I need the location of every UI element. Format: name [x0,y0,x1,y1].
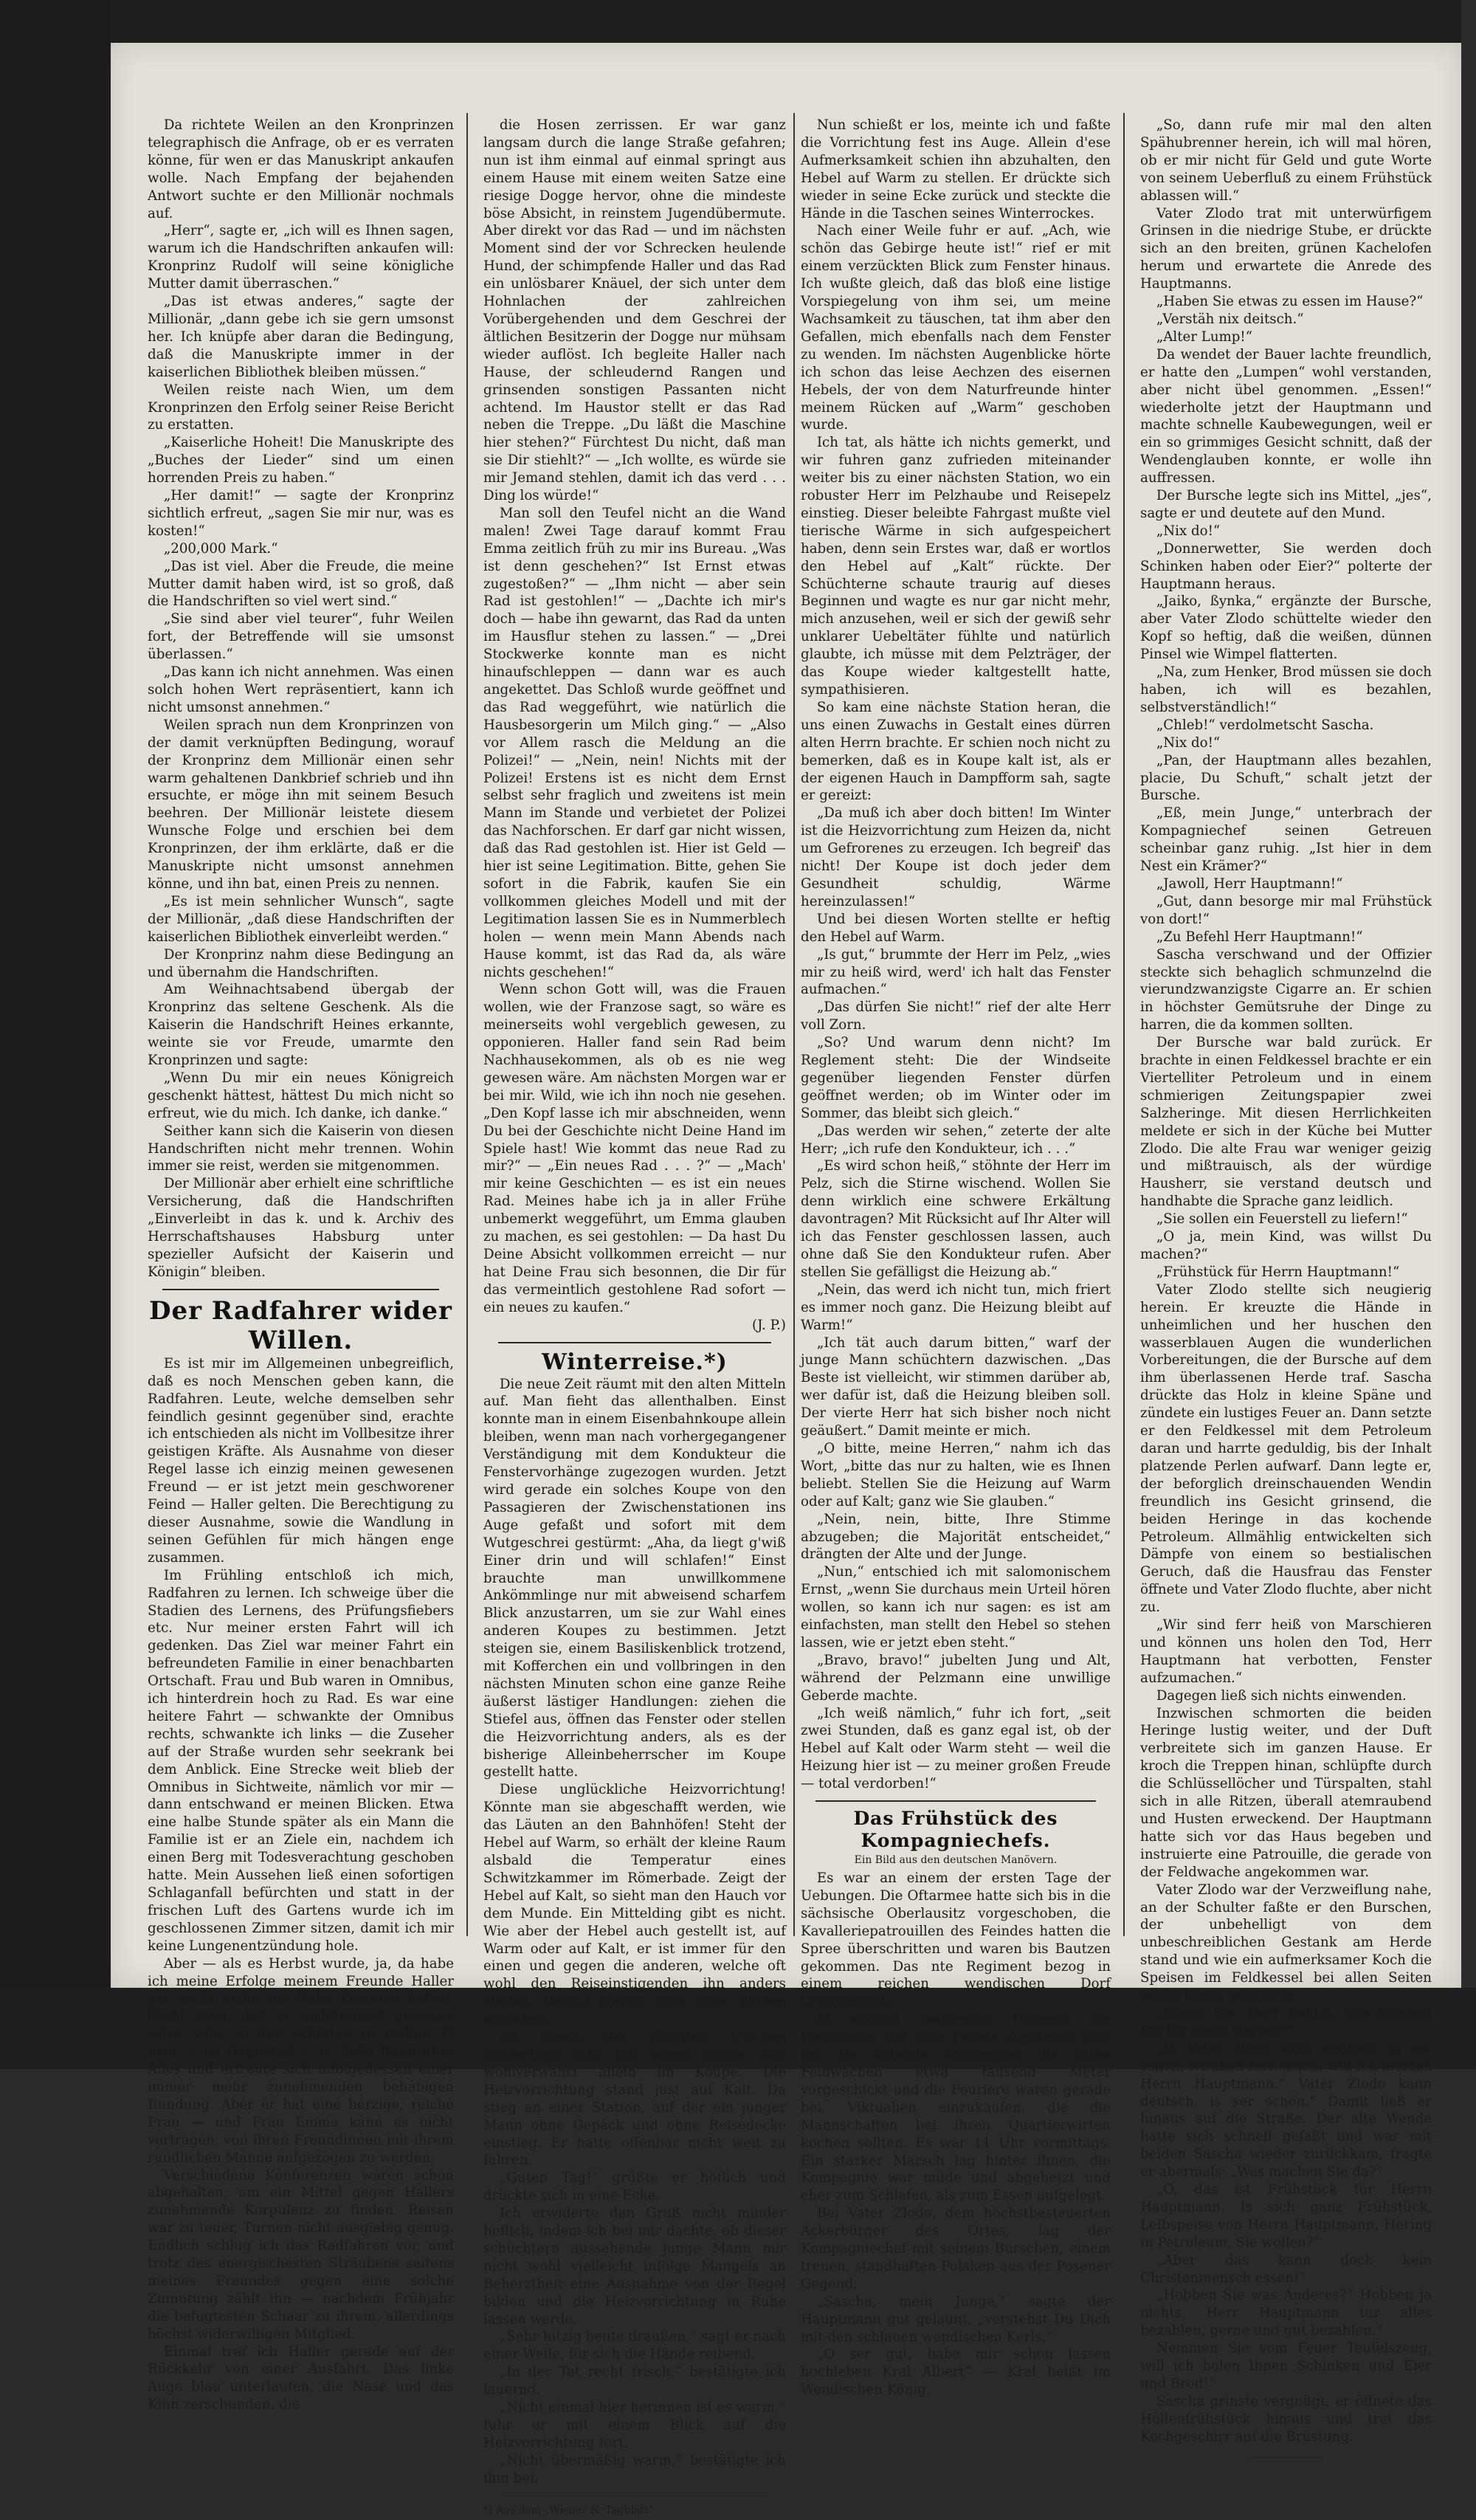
paragraph: „O, das ist Frühstück für Herrn Hauptmann. Is sich ganz Frühstück, Leibspeise von Herrn Hauptmann, Hering in Petroleum. Sie wollen?“ [1140,2182,1432,2251]
paragraph: „Wenn Du mir ein neues Königreich geschenkt hättest, hättest Du mich nicht so erfreut, wie du mich. Ich danke, ich danke.“ [148,1070,454,1121]
paragraph: „Nicht einmal hier herinnen ist es warm,“ fuhr er mit einem Blick auf die Heizvorrichtung fort. [483,2400,786,2451]
article-headline: Winterreise.*) [542,1349,728,1375]
paragraph: „200,000 Mark.“ [163,540,278,557]
paragraph: So kam eine nächste Station heran, die uns einen Zuwachs in Gestalt eines dürren alten Herrn brachte. Er schien noch nicht zu bemerken, daß es in Koupe kalt ist, als er der eigenen Hauch in Dampfform sah, sagte er gereizt: [801,699,1111,804]
paragraph: Der Millionär aber erhielt eine schriftliche Versicherung, daß die Handschriften „Einverleibt in das k. und k. Archiv des Herrschaftshauses Habsburg unter spezieller Aufsicht der Kaiserin und Königin“ bleiben. [148,1176,454,1280]
paragraph: „Bravo, bravo!“ jubelten Jung und Alt, während der Pelzmann eine unwillige Geberde machte. [801,1652,1111,1704]
scan-border-left [0,0,111,2069]
paragraph: Am Weihnachtsabend übergab der Kronprinz das seltene Geschenk. Als die Kaiserin die Handschrift Heines erkannte, weinte sie vor Freude, umarmte den Kronprinzen und sagte: [148,982,454,1069]
paragraph: „Eß, mein Junge,“ unterbrach der Kompagniechef seinen Getreuen scheinbar ganz ruhig. „Ist hier in dem Nest ein Krämer?“ [1140,805,1432,875]
paragraph: Verschiedene Konferenzen waren schon abgehalten, um ein Mittel gegen Hallers zunehmende Korpulenz zu finden. Reisen war zu teuer, Turnen nicht ausgiebig genug. Endlich schlug ich das Radfahren vor, und trotz des energischesten Sträubens seitens meines Freundes gegen eine solche Zumutung zählt ihn — nachdem Frühjahr die befugtesten Schaar zu ihrem, allerdings höchst widerwilligen Mitglied. [148,2167,454,2342]
column-rule [1123,113,1125,1936]
paragraph: Der Bursche war bald zurück. Er brachte in einen Feldkessel brachte er ein Viertelliter Petroleum und in einem schmierigen Zeitungspapier zwei Salzheringe. Mit diesen Herrlichkeiten meldete er sich in der Küche bei Mutter Zlodo. Die alte Frau war weniger geizig und mißtrauisch, als der würdige Hausherr, sie verstand deutsch und handhabte die Sprache ganz leidlich. [1140,1035,1432,1210]
paragraph: „Das dürfen Sie nicht!“ rief der alte Herr voll Zorn. [801,999,1111,1033]
paragraph: An einem der jüngsten frischen Wintertage fuhr ich schon einige Zeit wohlverwahrt allein im Koupe. Die Heizvorrichtung stand just auf Kalt. Da stieg an einer Station, auf der ein junger Mann ohne Gepäck und ohne Reisedecke einstieg. Er hatte offenbar nicht weit zu fahren. [483,2029,786,2169]
paragraph: „Her damit!“ — sagte der Kronprinz sichtlich erfreut, „sagen Sie mir nur, was es kosten!“ [148,488,454,539]
paragraph: „In der Tat recht frisch,“ bestätigte ich lauernd. [483,2364,786,2398]
scan-border-top [0,0,1476,43]
footnote-divider [498,2495,771,2496]
paragraph: „Wir sind ferr heiß von Marschieren und können uns holen den Tod, Herr Hauptmann hat verbotten, Fenster aufzumachen.“ [1140,1617,1432,1686]
paragraph: „Jawoll, Herr Hauptmann!“ [1156,875,1343,892]
paragraph: „Sie sollen ein Feuerstell zu liefern!“ [1156,1211,1408,1228]
paragraph: Vater Zlodo war der Verzweiflung nahe, an der Schulter faßte er den Burschen, der unbehelligt von dem unbeschreiblichen Gestank am Herde stand und wie ein aufmerksamer Koch die Speisen im Feldkessel bei allen Seiten schön braun schmorte. [1140,1882,1432,2004]
column-4 [1140,117,1432,2445]
paragraph: Nach einer Weile fuhr er auf. „Ach, wie schön das Gebirge heute ist!“ rief er mit einem verzückten Blick zum Fenster hinaus. Ich wußte gleich, daß das bloß eine listige Vorspiegelung von ihm sei, um meine Wachsamkeit zu täuschen, tat ihm aber den Gefallen, mich ebenfalls nach dem Fenster zu wenden. Im nächsten Augenblicke hörte ich schon das leise Aechzen des eisernen Hebels, der von dem Naturfreunde hinter meinem Rücken auf „Warm“ geschoben wurde. [801,223,1111,433]
paragraph: „Nein, das werd ich nicht tun, mich friert es immer noch ganz. Die Heizung bleibt auf Warm!“ [801,1281,1111,1333]
paragraph: „Hobben Sie was Anderes?“ Hobben ja nichts, Herr Hauptmann tur alles bezahlen, gerne und gut bezahlen.“ [1140,2287,1432,2339]
paragraph: Es war an einem der ersten Tage der Uebungen. Die Oftarmee hatte sich bis in die sächsische Oberlausitz vorgeschoben, die Kavalleriepatrouillen des Feindes hatten die Spree überschritten und waren bis Bautzen gekommen. Das nte Regiment bezog in einem reichen wendischen Dorf Ortsbiwouak. [801,1870,1111,2010]
paragraph: Die neue Zeit räumt mit den alten Mitteln auf. Man fieht das allenthalben. Einst konnte man in einem Eisenbahnkoupe allein bleiben, wenn man nach vorhergegangener Verständigung mit dem Kondukteur die Fenstervorhänge zugezogen wurden. Jetzt wird gerade ein solches Koupe von den Passagieren der Zwischenstationen ins Auge gefaßt und sofort mit dem Wutgeschrei gestürmt: „Aha, da liegt g'wiß Einer drin und will schlafen!“ Einst brauchte man unwillkommene Ankömmlinge nur mit abweisend scharfem Blick anzustarren, um sie zur Wahl eines anderen Koupes zu bestimmen. Jetzt steigen sie, einem Basiliskenblick trotzend, mit Kofferchen ein und vollbringen in den nächsten Minuten schon eine ganze Reihe äußerst lästiger Handlungen: ziehen die Stiefel aus, öffnen das Fenster oder stellen die Heizvorrichtung anders, als es der bisherige Alleinbeherrscher im Koupe gestellt hatte. [483,1376,786,1780]
paragraph: Der Kronprinz nahm diese Bedingung an und übernahm die Handschriften. [148,946,454,980]
paragraph: „Guten Tag!“ grüßte er höflich und drückte sich in eine Ecke. [483,2170,786,2204]
paragraph: „Das ist etwas anderes,“ sagte der Millionär, „dann gebe ich sie gern umsonst her. Ich knüpfe aber daran die Bedingung, daß die Manuskripte immer in der kaiserlichen Bibliothek bleiben müssen.“ [148,294,454,380]
paragraph: „Es ist mein sehnlicher Wunsch“, sagte der Millionär, „daß diese Handschriften der kaiserlichen Bibliothek einverleibt werden.“ [148,893,454,945]
article-headline: Der Radfahrer wider Willen. [149,1295,452,1355]
paragraph: „Herr“, sagte er, „ich will es Ihnen sagen, warum ich die Handschriften ankaufen will: Kronprinz Rudolf will seine königliche Mutter damit überraschen.“ [148,223,454,292]
paragraph: „Pan, der Hauptmann alles bezahlen, placie, Du Schuft,“ schalt jetzt der Bursche. [1140,752,1432,804]
paragraph: Sascha verschwand und der Offizier steckte sich behaglich schmunzelnd die vierundzwanzigste Cigarre an. Er schien in höchster Gemütsruhe der Dinge zu harren, die da kommen sollten. [1140,946,1432,1033]
paragraph: „Nun,“ entschied ich mit salomonischem Ernst, „wenn Sie durchaus mein Urteil hören wollen, so kann ich nur sagen: es ist am einfachsten, man stellt den Hebel so stehen lassen, wie er jetzt eben steht.“ [801,1564,1111,1650]
paragraph: Inzwischen schmorten die beiden Heringe lustig weiter, und der Duft verbreitete sich im ganzen Hause. Er kroch die Treppen hinan, schlüpfte durch die Schlüssellöcher und Türspalten, stahl sich in alle Ritzen, überall atemraubend und Husten erweckend. Der Hauptmann hatte sich vor das Haus begeben und instruierte eine Patrouille, die gerade von der Feldwache angekommen war. [1140,1705,1432,1880]
paragraph: „Zu Befehl Herr Hauptmann!“ [1156,929,1363,945]
paragraph: Wenn schon Gott will, was die Frauen wollen, wie der Franzose sagt, so wäre es meinerseits wohl vergeblich gewesen, zu opponieren. Haller fand sein Rad beim Nachhausekommen, als ob es nie weg gewesen wäre. Am nächsten Morgen war er bei mir. Wild, wie ich ihn noch nie gesehen. „Den Kopf lasse ich mir abschneiden, wenn Du bei der Geschichte nicht Deine Hand im Spiele hast! Wie kommt das neue Rad zu mir?“ — „Ein neues Rad . . . ?“ — „Mach' mir keine Geschichten — es ist ein neues Rad. Meines habe ich ja in aller Frühe unbemerkt weggeführt, um Emma glauben zu machen, es sei gestohlen: — Da hast Du Deine Absicht vollkommen erreicht — nur hat Deine Frau sich besonnen, die Dir für das vermeintlich gestohlene Rad sofort — ein neues zu kaufen.“ [483,982,786,1315]
paragraph: Und bei diesen Worten stellte er heftig den Hebel auf Warm. [801,911,1111,945]
column-1 [148,117,454,2413]
paragraph: „Jaiko, ßynka,“ ergänzte der Bursche, aber Vater Zlodo schüttelte wieder den Kopf so heftig, daß die weißen, dünnen Pinsel wie Wimpel flatterten. [1140,593,1432,663]
paragraph: Da richtete Weilen an den Kronprinzen telegraphisch die Anfrage, ob er es verraten könne, für wen er das Manuskript ankaufen wolle. Nach Empfang der bejahenden Antwort suchte er den Millionär nochmals auf. [148,117,454,221]
column-rule [466,113,468,1936]
paragraph: Sascha grinste vergnügt, er öffnete das Höllenfrühstück hinaus und trat das Kochgeschirr auf die Brüstung. [1140,2393,1432,2445]
article-divider [498,1342,771,1343]
paragraph: „Donnerwetter, Sie werden doch Schinken haben oder Eier?“ polterte der Hauptmann heraus. [1140,540,1432,592]
paragraph: „O, Vater Zlodo kann deutsch. Is ser schön, wirklich ferr schön, will ich melden Herrn Hauptmann.“ Vater Zlodo kann deutsch, is ser schön.“ Damit ließ er hinaus auf die Straße. Der alte Wende hatte sich schnell gefaßt und war mit beiden Sascha wieder zurückkam, fragte er abermals: „Was machen Sie da?“ [1140,2040,1432,2180]
paragraph: In einigen verlorenen Häusern am Westrande, der dem Feinde zugekehrt war, lag die siebente Kompagnie, die halbe Feldwachen etwa tausend Meter vorgeschickt und die Fouriere waren gerade bei, Viktualien einzukaufen, die die Mannschaften bei ihren Quartierwirten kochen sollten. Es war 11 Uhr vormittags. Ein starker Marsch lag hinter ihnen, die Kompagnie war müde und abgehetzt und eher zum Schlafen, als zum Essen aufgelegt. [801,2011,1111,2204]
paragraph: „Sie sind aber viel teurer“, fuhr Weilen fort, der Betreffende will sie umsonst überlassen.“ [148,611,454,663]
paragraph: Nun schießt er los, meinte ich und faßte die Vorrichtung fest ins Auge. Allein d'ese Aufmerksamkeit schien ihn abzuhalten, den Hebel auf Warm zu stellen. Er drückte sich wieder in seine Ecke zurück und steckte die Hände in die Taschen seines Winterrockes. [801,117,1111,221]
scan-border-right [1461,0,1476,2069]
paragraph: Nemmen Sie vom Feuer Teufelszeug, will ich holen Ihnen Schinken und Eier und Brod!“ [1140,2341,1432,2392]
paragraph: „Ich tät auch darum bitten,“ warf der junge Mann schüchtern dazwischen. „Das Beste ist vielleicht, wir stimmen darüber ab, wer dafür ist, daß die Heizung bleiben soll. Der vierte Herr hat sich bisher noch nicht geäußert.“ Damit meinte er mich. [801,1335,1111,1439]
paragraph: „Alter Lump!“ [1156,328,1253,345]
paragraph: „Kaiserliche Hoheit! Die Manuskripte des „Buches der Lieder“ sind um einen horrenden Preis zu haben.“ [148,435,454,486]
paragraph: „Sascha, mein Junge,“ sagte der Hauptmann gut gelaunt, „verstehst Du Dich mit den schlauen wendischen Kerls.“ [801,2293,1111,2345]
paragraph: „Nein, nein, bitte, Ihre Stimme abzugeben; die Majorität entscheidet,“ drängten der Alte und der Junge. [801,1511,1111,1563]
paragraph: „Das werden wir sehen,“ zeterte der alte Herr; „ich rufe den Kondukteur, ich . . .“ [801,1123,1111,1157]
paragraph: „So? Und warum denn nicht? Im Reglement steht: Die der Windseite gegenüber liegenden Fenster dürfen geöffnet werden; ob im Winter oder im Sommer, das bleibt sich gleich.“ [801,1035,1111,1121]
paragraph: „Das ist viel. Aber die Freude, die meine Mutter damit haben wird, ist so groß, daß die Handschriften so viel wert sind.“ [148,558,454,610]
paragraph: „Gut, dann besorge mir mal Frühstück von dort!“ [1140,893,1432,927]
paragraph: Da wendet der Bauer lachte freundlich, er hatte den „Lumpen“ wohl verstanden, aber nicht übel genommen. „Essen!“ wiederholte jetzt der Hauptmann und machte schnelle Kaubewegungen, weil er ein so grimmiges Gesicht schnitt, daß der Wendenglauben konnte, er wolle ihn auffressen. [1140,346,1432,486]
paragraph: Diese unglückliche Heizvorrichtung! Könnte man sie abgeschafft werden, wie das Läuten an den Bahnhöfen! Steht der Hebel auf Warm, so erhält der kleine Raum alsbald die Temperatur eines Schwitzkammer im Römerbade. Zeigt der Hebel auf Kalt, so sieht man den Hauch vor dem Munde. Ein Mittelding gibt es nicht. Wie aber der Hebel auch gestellt ist, auf Warm oder auf Kalt, er ist immer für den einen und gegen die anderen, welche oft wohl den Reiseinstigenden ihn anders stellen. Darauf könnte man hohe Wetten eingehen. [483,1782,786,2028]
newspaper-page [111,43,1461,2516]
paragraph: „O ja, mein Kind, was willst Du machen?“ [1140,1229,1432,1262]
footnote: *) Aus dem „Wiener N. Tagblatt“. [483,2504,658,2516]
column-3 [801,117,1111,2398]
paragraph: „Aber das kann doch kein Christenmensch essen!“ [1140,2252,1432,2286]
paragraph: Der Bursche legte sich ins Mittel, „jes“, sagte er und deutete auf den Mund. [1140,488,1432,521]
paragraph: „Nix do!“ [1156,523,1221,539]
paragraph: „Chleb!“ verdolmetscht Sascha. [1156,717,1374,733]
paragraph: „Es wird schon heiß,“ stöhnte der Herr im Pelz, sich die Stirne wischend. Wollen Sie denn wirklich eine schwere Erkältung davontragen? Mit Rücksicht auf Ihr Alter will ich das Fenster geschlossen lassen, auch ohne daß Sie den Kondukteur rufen. Aber stellen Sie gefälligst die Heizung ab.“ [801,1158,1111,1280]
paragraph: Im Frühling entschloß ich mich, Radfahren zu lernen. Ich schweige über die Stadien des Lernens, des Prüfungsfiebers etc. Nur meiner ersten Fahrt will ich gedenken. Das Ziel war meiner Fahrt ein befreundeten Familie in einer benachbarten Ortschaft. Frau und Bub waren in Omnibus, ich hinterdrein hoch zu Rad. Es war eine heitere Fahrt — schwankte der Omnibus rechts, schwankte ich links — die Zuseher auf der Straße wurden sehr seekrank bei dem Anblick. Eine Strecke weit blieb der Omnibus in Sichtweite, nämlich vor mir — dann entschwand er meinen Blicken. Etwa eine halbe Stunde später als ein Mann die Familie ist er an Ziele ein, nachdem ich einen Berg mit Todesverachtung geschoben hatte. Mein Aussehen ließ einen sofortigen Schlaganfall befürchten und statt in der frischen Luft des Gartens wurde ich im geschlossenen Zimmer sitzen, damit ich mir keine Lungenentzündung hole. [148,1567,454,1954]
paragraph: „Na, zum Henker, Brod müssen sie doch haben, ich will es bezahlen, selbstverständlich!“ [1140,664,1432,715]
paragraph: Es ist mir im Allgemeinen unbegreiflich, daß es noch Menschen geben kann, die Radfahren. Leute, welche demselben sehr feindlich gesinnt gegenüber sind, erachte ich entschieden als nicht im Vollbesitze ihrer geistigen Kräfte. Als Ausnahme von dieser Regel lasse ich einzig meinen gewesenen Freund — er ist jetzt mein geschworener Feind — Haller gelten. Die Berechtigung zu dieser Ausnahme, sowie die Wandlung in seinen Gefühlen für mich hängen enge zusammen. [148,1355,454,1566]
column-rule [793,113,795,1936]
column-2 [483,117,786,2516]
paragraph: „Frühstück für Herrn Hauptmann!“ [1156,1264,1400,1280]
article-divider [815,1800,1096,1802]
paragraph: Ich tat, als hätte ich nichts gemerkt, und wir fuhren ganz zufrieden miteinander weiter bis zu einer nächsten Station, wo ein robuster Herr im Pelzhaube und Reisepelz einstieg. Dieser beleibte Fahrgast mußte viel tierische Wärme in sich aufgespeichert haben, denn sein Erstes war, daß er wortlos den Hebel auf „Kalt“ rückte. Der Schüchterne schaute traurig auf dieses Beginnen und wagte es nur gar nicht mehr, mich anzusehen, weil er sich der gewiß sehr unklarer Uebeltäter fühlte und natürlich glaubte, ich müsse mit dem Pelzträger, der das Koupe wieder kaltgestellt hatte, sympathisieren. [801,435,1111,698]
paragraph: Bei Vater Zlodo, dem höchstbesteuerten Ackerbürger des Ortes, lag der Kompagniechef mit seinem Burschen, einem treuen, standhaften Polaken aus der Posener Gegend. [801,2206,1111,2292]
paragraph: „Nix do!“ [1156,734,1221,751]
article-divider [162,1289,439,1290]
paragraph: „Sehr hitzig heute draußen,“ sagt er nach einer Weile, für sich die Hände reibend. [483,2329,786,2363]
article-headline: Das Frühstück des Kompagniechefs. [853,1808,1058,1852]
paragraph: Weilen sprach nun dem Kronprinzen von der damit verknüpften Bedingung, worauf der Kronprinz dem Millionär einen sehr warm gehaltenen Dankbrief schrieb und ihn ersuchte, er möge ihn mit seinem Besuch beehren. Der Millionär leistete diesem Wunsche Folge und erschien bei dem Kronprinzen, der ihm erklärte, daß er die Manuskripte nicht umsonst annehmen könne, und ihn bat, einen Preis zu nennen. [148,717,454,892]
paragraph: „O bitte, meine Herren,“ nahm ich das Wort, „bitte das nur zu halten, wie es Ihnen beliebt. Stellen Sie die Heizung auf Warm oder auf Kalt; ganz wie Sie glauben.“ [801,1440,1111,1509]
paragraph: „Sagen Sie, Herr Soldat, was machen Sie für einen Geruch!“ [1140,2005,1432,2039]
end-rule [1249,2457,1323,2458]
paragraph: „So, dann rufe mir mal den alten Spähubrenner herein, ich will mal hören, ob er mir nicht für Geld und gute Worte von seinem Ueberfluß zu einem Frühstück ablassen will.“ [1140,117,1432,204]
paragraph: „Nicht übermäßig warm,“ bestätigte ich ihm bei. [483,2452,786,2486]
paragraph: Vater Zlodo trat mit unterwürfigem Grinsen in die niedrige Stube, er drückte sich an den breiten, grünen Kachelofen herum und erwartete die Anrede des Hauptmanns. [1140,205,1432,292]
paragraph: Vater Zlodo stellte sich neugierig herein. Er kreuzte die Hände in unheimlichen und her huschen den wasserblauen Augen die wunderlichen Vorbereitungen, die der Bursche auf dem ihm überlassenen Herde traf. Sascha drückte das Holz in kleine Späne und zündete ein lustiges Feuer an. Dann setzte er den Feldkessel mit dem Petroleum daran und harrte geduldig, bis der Inhalt platzende Perlen aufwarf. Dann legte er, der beforglich dreinschauenden Wendin freundlich ins Gesicht grinsend, die beiden Heringe in das kochende Petroleum. Allmählig entwickelten sich Dämpfe von einem so bestialischen Geruch, daß die Hausfrau das Fenster öffnete und Vater Zlodo fluchte, aber nicht zu. [1140,1281,1432,1616]
paragraph: „Is gut,“ brummte der Herr im Pelz, „wies mir zu heiß wird, werd' ich halt das Fenster aufmachen.“ [801,946,1111,998]
paragraph: Dagegen ließ sich nichts einwenden. [1156,1687,1407,1704]
paragraph: „Verstäh nix deitsch.“ [1156,311,1304,327]
paragraph: Weilen reiste nach Wien, um dem Kronprinzen den Erfolg seiner Reise Bericht zu erstatten. [148,382,454,433]
article-subtitle: Ein Bild aus den deutschen Manövern. [854,1854,1058,1867]
paragraph: „Haben Sie etwas zu essen im Hause?“ [1156,294,1424,310]
paragraph: Ich erwiderte den Gruß nicht minder höflich, indem ich bei mir dachte, ob dieser schüchtern aussehende junge Mann mir nicht wohl vielleicht infolge Mangels an Beherztheit eine Ausnahme von der Regel bilden und die Heizvorrichtung in Ruhe lassen werde. [483,2206,786,2327]
paragraph: Einmal traf ich Haller gerade auf der Rückkehr von einer Ausfahrt. Das linke Auge blau unterlaufen, die Nase und das Kinn zerschunden, die [148,2344,454,2413]
paragraph: Seither kann sich die Kaiserin von diesen Handschriften nicht mehr trennen. Wohin immer sie reist, werden sie mitgenommen. [148,1123,454,1174]
paragraph: „O ser gut, habe mir schon lassen hochleben Kral Albert“ — Kral heißt im Wendischen König. [801,2347,1111,2398]
paragraph: „Ich weiß nämlich,“ fuhr ich fort, „seit zwei Stunden, daß es ganz egal ist, ob der Hebel auf Kalt oder Warm steht — weil die Heizung hier ist — zu meiner großen Freude — total verdorben!“ [801,1705,1111,1792]
paragraph: Man soll den Teufel nicht an die Wand malen! Zwei Tage darauf kommt Frau Emma zeitlich früh zu mir ins Bureau. „Was ist denn geschehen?“ Ist Ernst etwas zugestoßen?“ — „Ihm nicht — aber sein Rad ist gestohlen!“ — „Dachte ich mir's doch — habe ihn gewarnt, das Rad da unten im Hausflur stehen zu lassen.“ — „Drei Stockwerke konnte man es nicht hinaufschleppen — dann war es auch angekettet. Das Schloß wurde geöffnet und das Rad weggeführt, wie natürlich die Hausbesorgerin um Milch ging.“ — „Also vor Allem rasch die Meldung an die Polizei!“ — „Nein, nein! Nichts mit der Polizei! Erstens ist es nicht dem Ernst selbst sehr fraglich und zweitens ist mein Mann im Stande und verbietet der Polizei das Nachforschen. Er darf gar nicht wissen, daß das Rad gestohlen ist. Hier ist Geld — hier ist seine Legitimation. Bitte, gehen Sie sofort in die Fabrik, kaufen Sie ein vollkommen gleiches Modell und mit der Legitimation lassen Sie es in Nummerblech holen — wenn mein Mann Abends nach Hause kommt, ist das Rad da, als wäre nichts geschehen!“ [483,505,786,980]
paragraph: „Da muß ich aber doch bitten! Im Winter ist die Heizvorrichtung zum Heizen da, nicht um Gefrorenes zu erzeugen. Ich begreif' das nicht! Der Koupe ist doch jeder dem Gesundheit schuldig, Wärme hereinzulassen!“ [801,805,1111,909]
paragraph: „Das kann ich nicht annehmen. Was einen solch hohen Wert repräsentiert, kann ich nicht umsonst annehmen.“ [148,664,454,715]
author-signature: (J. P.) [752,1317,786,1333]
paragraph: Aber — als es Herbst wurde, ja, da habe ich meine Erfolge meinem Freunde Haller gar nicht mehr zur Ruhe kommen ließen. Nicht etwa, daß er ambitioniert gewesen wäre, wild, in den Schatten zu stellen. O nein — im Gegenteil — er ließe Ruhe über Alles und erfreute sich infolgedessen einer immer mehr zunehmenden behäbigen Rundung. Aber er hat eine herzige, reiche Frau — und Frau Emma kann es nicht vertragen, von ihren Freundinnen mit ihrem rundlichen Manne aufgezogen zu werden. [148,1955,454,2166]
paragraph: die Hosen zerrissen. Er war ganz langsam durch die lange Straße gefahren; nun ist ihm einmal auf einmal springt aus einem Hause mit einem weiten Satze eine riesige Dogge hervor, ohne die mindeste böse Absicht, in reinstem Jugendübermute. Aber direkt vor das Rad — und im nächsten Moment sind der vor Schrecken heulende Hund, der schimpfende Haller und das Rad ein unlösbarer Knäuel, der sich unter dem Hohnlachen der zahlreichen Vorübergehenden und dem Geschrei der ältlichen Besitzerin der Dogge nur mühsam wieder auflöst. Ich begleite Haller nach Hause, der schleudernd Rangen und grinsenden sonstigen Passanten nicht achtend. Im Haustor stellt er das Rad neben die Treppe. „Du läßt die Maschine hier stehen?“ Fürchtest Du nicht, daß man sie Dir stiehlt?“ — „Ich wollte, es würde sie mir Jemand stehlen, damit ich das verd . . . Ding los würde!“ [483,117,786,504]
